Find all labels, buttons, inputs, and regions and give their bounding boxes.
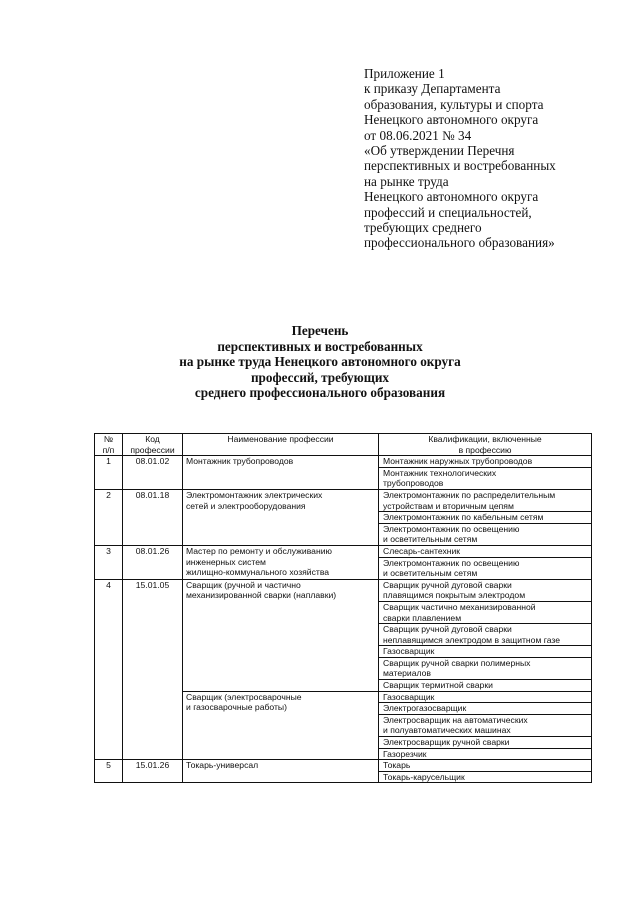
professions-table [94, 433, 592, 783]
cell-qualification: Сварщик ручной дуговой сварки неплавящимся электродом в защитном газе [379, 624, 592, 646]
cell-code: 15.01.26 [123, 760, 183, 783]
cell-qualification: Электросварщик на автоматических и полуавтоматических машинах [379, 714, 592, 736]
title-line: Перечень [291, 323, 349, 338]
cell-code: 08.01.02 [123, 456, 183, 490]
appendix-line: профессионального образования» [364, 235, 555, 251]
appendix-line: Ненецкого автономного округа [364, 189, 539, 205]
cell-profession: Мастер по ремонту и обслуживанию инженерных систем жилищно-коммунального хозяйства [183, 545, 379, 579]
cell-qualification: Электромонтажник по кабельным сетям [379, 512, 592, 524]
header-name: Наименование профессии [183, 434, 379, 456]
cell-qualification: Сварщик термитной сварки [379, 680, 592, 692]
cell-profession: Монтажник трубопроводов [183, 456, 379, 490]
cell-code: 08.01.26 [123, 545, 183, 579]
header-qual: Квалификации, включенные в профессию [379, 434, 592, 456]
cell-profession: Электромонтажник электрических сетей и электрооборудования [183, 489, 379, 545]
appendix-line: требующих среднего [364, 220, 482, 236]
cell-num: 5 [95, 760, 123, 783]
appendix-line: «Об утверждении Перечня [364, 143, 515, 159]
cell-code: 08.01.18 [123, 489, 183, 545]
cell-qualification: Токарь-карусельщик [379, 771, 592, 783]
table-row [95, 545, 592, 557]
appendix-line: Ненецкого автономного округа [364, 112, 539, 128]
cell-qualification: Электромонтажник по распределительным устройствам и вторичным цепям [379, 489, 592, 511]
cell-num: 2 [95, 489, 123, 545]
cell-qualification: Сварщик частично механизированной сварки плавлением [379, 601, 592, 623]
cell-code: 15.01.05 [123, 579, 183, 760]
title-line: на рынке труда Ненецкого автономного округа [179, 354, 461, 370]
cell-profession: Сварщик (электросварочные и газосварочные работы) [183, 691, 379, 760]
cell-qualification: Слесарь-сантехник [379, 545, 592, 557]
appendix-line: к приказу Департамента [364, 81, 501, 97]
table-row [95, 489, 592, 511]
cell-profession: Токарь-универсал [183, 760, 379, 783]
cell-qualification: Монтажник технологических трубопроводов [379, 467, 592, 489]
cell-qualification: Газосварщик [379, 691, 592, 703]
title-line: профессий, требующих [250, 369, 390, 385]
cell-num: 1 [95, 456, 123, 490]
appendix-line: Приложение 1 [364, 66, 445, 81]
cell-num: 4 [95, 579, 123, 760]
appendix-line: от 08.06.2021 № 34 [364, 127, 472, 143]
appendix-line: перспективных и востребованных [364, 158, 556, 174]
cell-qualification: Электромонтажник по освещению и осветительным сетям [379, 523, 592, 545]
cell-qualification: Монтажник наружных трубопроводов [379, 456, 592, 468]
table-header-row [95, 434, 592, 456]
title-line: среднего профессионального образования [194, 385, 446, 401]
cell-qualification: Электрогазосварщик [379, 703, 592, 715]
appendix-block [364, 66, 624, 251]
cell-qualification: Сварщик ручной сварки полимерных материалов [379, 657, 592, 679]
header-num: № п/п [95, 434, 123, 456]
header-code: Код профессии [123, 434, 183, 456]
cell-qualification: Токарь [379, 760, 592, 772]
document-title [0, 323, 640, 401]
table-row [95, 760, 592, 772]
cell-qualification: Электромонтажник по освещению и осветительным сетям [379, 557, 592, 579]
appendix-line: профессий и специальностей, [364, 204, 532, 220]
cell-qualification: Газорезчик [379, 748, 592, 760]
title-line: перспективных и востребованных [217, 338, 423, 354]
cell-profession: Сварщик (ручной и частично механизированной сварки (наплавки) [183, 579, 379, 691]
cell-qualification: Сварщик ручной дуговой сварки плавящимся покрытым электродом [379, 579, 592, 601]
cell-num: 3 [95, 545, 123, 579]
appendix-line: на рынке труда [364, 173, 449, 189]
table-row [95, 456, 592, 468]
appendix-line: образования, культуры и спорта [364, 96, 544, 112]
cell-qualification: Газосварщик [379, 646, 592, 658]
cell-qualification: Электросварщик ручной сварки [379, 737, 592, 749]
table-row [95, 579, 592, 601]
